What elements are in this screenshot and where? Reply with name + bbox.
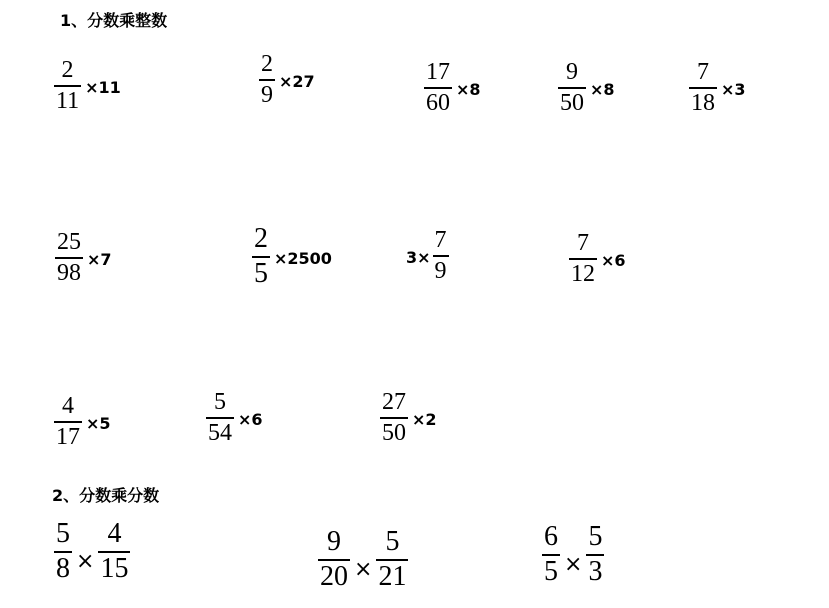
multiplier: ×2 [412,409,437,429]
numerator: 7 [577,230,589,256]
section-2-heading: 2、分数乘分数 [52,486,160,505]
numerator: 17 [426,59,450,85]
fraction [558,60,586,115]
fraction [54,394,82,449]
fraction [206,390,234,445]
problem-6 [55,230,112,285]
numerator: 4 [62,393,74,419]
problem-8 [406,228,449,283]
denominator: 12 [571,260,595,287]
fraction-bar [259,79,275,81]
fraction [55,230,83,285]
problem-12 [380,390,437,445]
times-sign: × [76,548,95,574]
fraction [433,228,449,283]
fraction-a [318,528,350,591]
fraction-b [586,523,604,586]
denominator: 21 [378,560,407,592]
denominator: 9 [261,81,273,108]
denominator: 18 [691,89,715,116]
fraction-product-2 [318,528,408,591]
multiplier: ×6 [601,250,626,270]
fraction-bar [380,417,408,419]
denominator: 11 [56,87,80,114]
problem-11 [206,390,263,445]
denominator: 54 [208,419,232,446]
problem-4 [558,60,615,115]
fraction-bar [55,257,83,259]
fraction-bar [689,87,717,89]
multiplier: ×6 [238,409,263,429]
problem-5 [689,60,746,115]
fraction [54,58,81,113]
fraction [424,60,452,115]
denominator: 15 [100,552,129,584]
fraction-bar [433,255,449,257]
numerator: 7 [434,227,447,253]
multiplier: ×8 [456,79,481,99]
denominator: 5 [254,257,268,289]
numerator: 5 [56,518,70,549]
numerator: 5 [588,521,603,552]
fraction [259,52,275,107]
fraction-product-1 [54,520,130,583]
denominator: 98 [57,259,81,286]
numerator: 9 [566,59,578,85]
fraction-a [542,523,560,586]
numerator: 9 [327,526,341,557]
fraction-b [376,528,408,591]
denominator: 50 [382,419,406,446]
multiplier: ×5 [86,413,111,433]
multiplier: ×11 [85,77,121,97]
denominator: 60 [426,89,450,116]
fraction [380,390,408,445]
times-sign: × [354,556,373,582]
problem-7 [252,225,332,288]
section-1-heading: 1、分数乘整数 [60,11,168,30]
problem-10 [54,394,111,449]
fraction-bar [558,87,586,89]
multiplier: ×8 [590,79,615,99]
fraction [252,225,270,288]
multiplier: 3× [406,247,431,267]
fraction-bar [569,258,597,260]
denominator: 5 [544,555,558,587]
fraction-product-3 [542,523,604,586]
problem-3 [424,60,481,115]
denominator: 17 [56,423,80,450]
numerator: 2 [261,51,273,77]
times-sign: × [564,551,583,577]
denominator: 20 [320,560,348,592]
fraction [569,231,597,286]
numerator: 7 [697,59,709,85]
fraction [689,60,717,115]
fraction-bar [424,87,452,89]
multiplier: ×7 [87,249,112,269]
numerator: 27 [382,389,406,415]
numerator: 25 [57,229,81,255]
denominator: 8 [56,552,70,584]
problem-9 [569,231,626,286]
problem-2 [259,52,315,107]
numerator: 5 [385,526,400,557]
fraction-b [98,520,130,583]
numerator: 2 [61,57,74,83]
fraction-bar [54,421,82,423]
problem-1 [54,58,121,113]
denominator: 9 [434,257,447,284]
fraction-bar [54,85,81,87]
multiplier: ×27 [279,71,315,91]
numerator: 2 [254,223,268,254]
numerator: 5 [214,389,226,415]
fraction-bar [206,417,234,419]
numerator: 4 [107,518,122,549]
multiplier: ×2500 [274,248,332,268]
fraction-a [54,520,72,583]
multiplier: ×3 [721,79,746,99]
denominator: 50 [560,89,584,116]
numerator: 6 [544,521,558,552]
denominator: 3 [588,555,603,587]
